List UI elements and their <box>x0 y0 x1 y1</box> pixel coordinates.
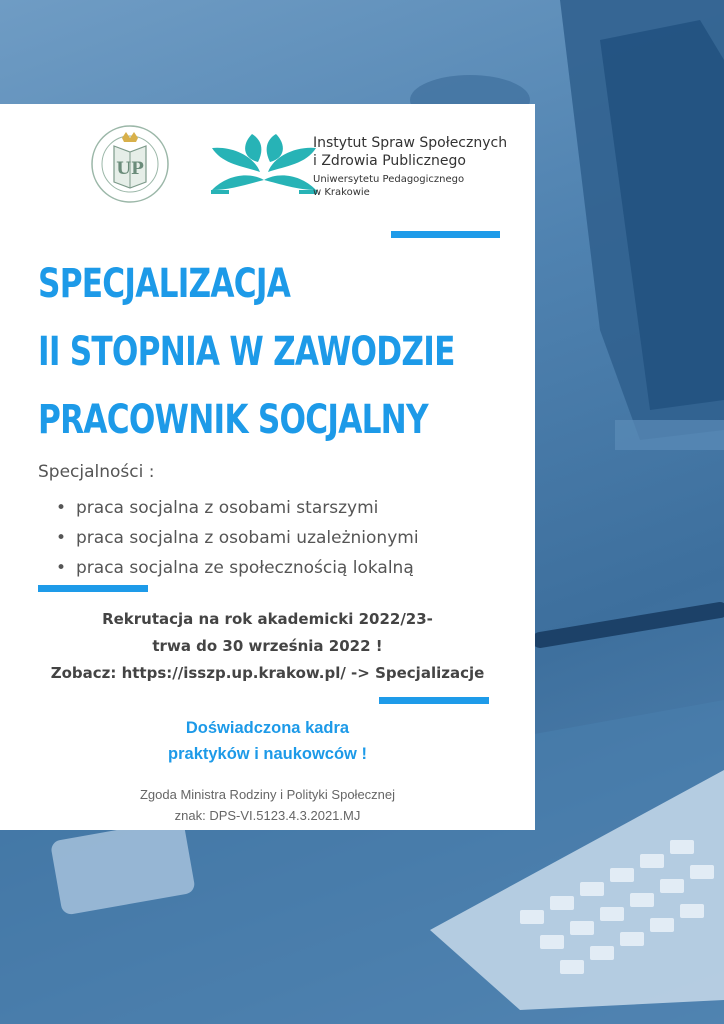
ministry-approval <box>0 784 535 826</box>
institute-sub-line1: Uniwersytetu Pedagogicznego <box>313 174 465 185</box>
institute-name-line1: Instytut Spraw Społecznych <box>313 135 508 151</box>
institute-name-line2: i Zdrowia Publicznego <box>313 153 466 169</box>
up-monogram: UP <box>116 159 144 179</box>
staff-line2: praktyków i naukowców ! <box>168 745 367 763</box>
list-item: • praca socjalna ze społecznością lokalną <box>56 553 419 583</box>
recruitment-info <box>0 606 535 687</box>
recruitment-line1: Rekrutacja na rok akademicki 2022/23- <box>102 610 433 628</box>
approval-line1: Zgoda Ministra Rodziny i Polityki Społecznej <box>139 787 396 802</box>
accent-bar-middle <box>38 585 148 592</box>
title-line2: II STOPNIA W ZAWODZIE <box>38 329 455 375</box>
institute-name <box>313 134 507 199</box>
accent-bar-bottom <box>379 697 489 704</box>
list-item: • praca socjalna z osobami uzależnionymi <box>56 523 419 553</box>
specialties-label: Specjalności : <box>38 462 155 482</box>
page-title <box>38 250 455 454</box>
specialties-list <box>56 493 419 583</box>
recruitment-line2: trwa do 30 września 2022 ! <box>152 637 383 655</box>
list-item: • praca socjalna z osobami starszymi <box>56 493 419 523</box>
accent-bar-top <box>391 231 500 238</box>
approval-line2: znak: DPS-VI.5123.4.3.2021.MJ <box>174 808 361 823</box>
institute-sub-line2: w Krakowie <box>313 187 370 198</box>
recruitment-link[interactable]: Zobacz: https://isszp.up.krakow.pl/ -> Specjalizacje <box>50 664 485 682</box>
staff-highlight <box>0 715 535 767</box>
institute-leaf-logo <box>211 134 317 194</box>
title-line3: PRACOWNIK SOCJALNY <box>38 397 428 443</box>
title-line1: SPECJALIZACJA <box>38 261 291 307</box>
staff-line1: Doświadczona kadra <box>185 719 350 737</box>
